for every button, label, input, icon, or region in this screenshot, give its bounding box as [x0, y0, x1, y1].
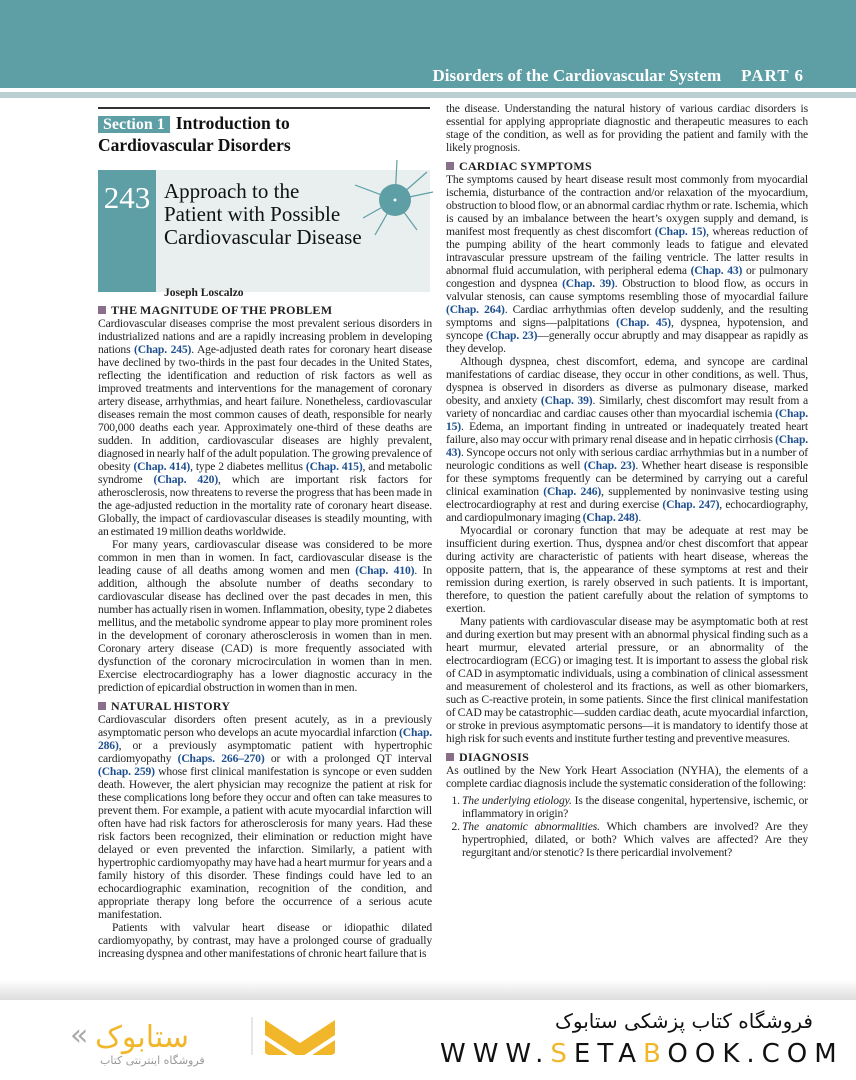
heading-text: NATURAL HISTORY [111, 699, 231, 713]
subsection-heading [98, 304, 432, 317]
running-title: Disorders of the Cardiovascular System [432, 66, 722, 85]
list-item-text: Is the disease congenital, hypertensive, ischemic, or inflammatory in origin? [462, 794, 808, 820]
text-run: As outlined by the New York Heart Association (NYHA), the elements of a complete cardiac diagnosis include the systematic consideration of the following: [446, 764, 808, 790]
setabook-logo-icon [70, 1015, 340, 1055]
text-run: , or a previously asymptomatic patient with hypertrophic cardiomyopathy [98, 739, 432, 765]
list-item-term: The anatomic abnormalities. [462, 820, 600, 833]
text-run: , which are important risk factors for atherosclerosis, now threatens to reverse the progress that has been made in the age-adjusted reduction in the mortality rate of coronary heart disease. Globally, the impact of cardiovascular diseases is steadily mounting, with an estimated 19 million deaths worldwide. [98, 473, 432, 538]
list-item-term: The underlying etiology. [462, 794, 572, 807]
chapter-title [164, 180, 362, 249]
text-run: . Age-adjusted death rates for coronary heart disease have declined by two-thirds in the past four decades in the United States, reflecting the identification and reduction of risk factors as well as improved treatments and interventions for the management of coronary artery disease, arrhythmias, and heart failure. Nonetheless, cardiovascular diseases remain the most common causes of death, responsible for nearly 700,000 deaths each year. Approximately one-third of these deaths are sudden. In addition, cardiovascular diseases are highly prevalent, diagnosed in nearly half of the adult population. The growing prevalence of obesity [98, 343, 432, 473]
text-run: Patients with valvular heart disease or idiopathic dilated cardiomyopathy, by contrast, may have a prolonged course of gradually increasing dyspnea and other manifestations of chronic heart failure that is [98, 921, 432, 960]
url-part: S [550, 1039, 574, 1069]
text-run: —generally occur abruptly and may disappear as rapidly as they develop. [446, 329, 808, 355]
heading-text: DIAGNOSIS [459, 750, 530, 764]
text-run: Although dyspnea, chest discomfort, edema, and syncope are cardinal manifestations of cardiac disease, they occur in other conditions, as well. Thus, dyspnea is observed in disorders as diverse as pulmonary disease, marked obesity, and anxiety [446, 355, 808, 407]
header-stripe [0, 92, 856, 98]
paragraph [98, 921, 432, 960]
text-run: . Whether heart disease is responsible for these symptoms frequently can be determined by carrying out a careful clinical examination [446, 459, 809, 498]
chapter-reference-link[interactable]: (Chap. 245) [134, 343, 192, 356]
text-run: . In addition, although the absolute number of deaths secondary to cardiovascular disease has declined over the past decades in men, this number has actually risen in women. Inflammation, obesity, type 2 diabetes mellitus, and the metabolic syndrome appear to play more prominent roles in the development of coronary atherosclerosis in women than in men. Coronary artery disease (CAD) is more frequently associated with dysfunction of the coronary microcirculation in women than in men. Exercise electrocardiography has a lower diagnostic accuracy in the prediction of epicardial obstruction in women than in men. [98, 564, 432, 694]
text-run: . Obstruction to blood flow, as occurs in valvular stenosis, can cause symptoms resembling those of myocardial failure [446, 277, 808, 303]
chapter-reference-link[interactable]: (Chap. 39) [540, 394, 593, 407]
text-run: or with a prolonged QT interval [264, 752, 432, 765]
store-banner [0, 1000, 856, 1080]
text-run: . Syncope occurs not only with serious cardiac arrhythmias but in a number of neurologic conditions as well [446, 446, 808, 472]
svg-text:«: « [70, 1018, 89, 1053]
chapter-reference-link[interactable]: (Chap. 43) [690, 264, 743, 277]
store-url [440, 1039, 844, 1069]
chapter-reference-link[interactable]: (Chaps. 266–270) [177, 752, 265, 765]
chapter-reference-link[interactable]: (Chap. 286) [98, 726, 432, 752]
paragraph [446, 102, 808, 154]
chapter-reference-link[interactable]: (Chap. 415) [305, 460, 363, 473]
chapter-reference-link[interactable]: (Chap. 45) [616, 316, 671, 329]
text-run: , supplemented by noninvasive testing using electrocardiography at rest and during exercise [446, 485, 809, 511]
paragraph [446, 524, 808, 615]
text-run: For many years, cardiovascular disease was considered to be more common in men than in women. In fact, cardiovascular disease is the leading cause of all deaths among women and men [98, 538, 432, 577]
text-run: , and metabolic syndrome [98, 460, 432, 486]
part-label: PART 6 [741, 66, 804, 85]
text-run: Cardiovascular disorders often present acutely, as in a previously asymptomatic person who develops an acute myocardial infarction [98, 713, 432, 739]
section-title-line2: Cardiovascular Disorders [98, 135, 291, 155]
text-run: , whereas reduction of the pumping ability of the heart commonly leads to fatigue and elevated intravascular pressure upstream of the failing ventricle. The latter results in abnormal fluid accumulation, with peripheral edema [446, 225, 808, 277]
text-run: or pulmonary congestion and dyspnea [446, 264, 808, 290]
section-rule [98, 107, 430, 109]
section-label: Section 1 [98, 116, 170, 133]
paragraph [446, 173, 808, 355]
text-run: Myocardial or coronary function that may be adequate at rest may be insufficient during exertion. Thus, dyspnea and/or chest discomfort that appear during activity are characteristic of patients with heart disease, whereas the opposite pattern, that is, the appearance of these symptoms at rest and their remission during exertion, is rarely observed in such patients. It is important, therefore, to question the patient carefully about the relation of symptoms to exertion. [446, 524, 808, 615]
text-run: The symptoms caused by heart disease result most commonly from myocardial ischemia, disturbance of the contraction and/or relaxation of the myocardium, obstruction to blood flow, or an abnormal cardiac rhythm or rate. Ischemia, which is caused by an imbalance between the heart’s oxygen supply and demand, is manifest most frequently as chest discomfort [446, 173, 808, 238]
chapter-number: 243 [98, 170, 156, 292]
chapter-reference-link[interactable]: (Chap. 23) [486, 329, 538, 342]
url-part: WWW. [440, 1039, 551, 1069]
running-header [432, 66, 804, 86]
list-item [462, 794, 808, 820]
text-run: , echocardiography, and cardiopulmonary imaging [446, 498, 808, 524]
url-part: OOK.COM [667, 1039, 844, 1069]
text-run: Many patients with cardiovascular disease may be asymptomatic both at rest and during exertion but may present with an abnormal physical finding such as a heart murmur, elevated arterial pressure, or an abnormality of the electrocardiogram (ECG) or imaging test. It is important to assess the global risk of CAD in asymptomatic individuals, using a combination of clinical assessment and measurement of cholesterol and its fractions, as well as other biomarkers, such as C-reactive protein, in some patients. Since the first clinical manifestation of CAD may be catastrophic—sudden cardiac death, acute myocardial infarction, or stroke in previous asymptomatic persons—it is mandatory to identify those at high risk for such events and institute further testing and preventive measures. [446, 615, 808, 745]
right-column [446, 102, 808, 859]
text-run: whose first clinical manifestation is syncope or even sudden death. However, the alert physician may recognize the patient at risk for these complications long before they occur and often can take measures to prevent them. For example, a patient with acute myocardial infarction will often have had risk factors for atherosclerosis for many years. Had these risk factors been recognized, their elimination or reduction might have delayed or even prevented the infarction. Similarly, a patient with hypertrophic cardiomyopathy may have had a heart murmur for years and a family history of this disorder. These findings could have led to an echocardiographic examination, recognition of the condition, and appropriate therapy long before the occurrence of a serious acute manifestation. [98, 765, 432, 921]
heading-square-icon [98, 702, 106, 710]
subsection-heading [446, 751, 808, 764]
paragraph [98, 538, 432, 694]
chapter-author: Joseph Loscalzo [164, 287, 244, 299]
chapter-reference-link[interactable]: (Chap. 43) [446, 433, 808, 459]
store-name: فروشگاه کتاب پزشکی ستابوک [555, 1009, 813, 1033]
page-fade [0, 980, 856, 1000]
chapter-reference-link[interactable]: (Chap. 15) [654, 225, 707, 238]
heading-square-icon [446, 162, 454, 170]
heading-text: THE MAGNITUDE OF THE PROBLEM [111, 303, 333, 317]
text-run: the disease. Understanding the natural history of various cardiac disorders is essential for applying appropriate diagnostic and therapeutic measures to each stage of the condition, as well as for providing the patient and family with the likely prognosis. [446, 102, 808, 154]
chapter-reference-link[interactable]: (Chap. 23) [583, 459, 636, 472]
svg-text:ستابوک: ستابوک [95, 1020, 190, 1055]
chapter-reference-link[interactable]: (Chap. 259) [98, 765, 155, 778]
section-heading [98, 113, 428, 156]
chapter-reference-link[interactable]: (Chap. 264) [446, 303, 505, 316]
diagnosis-list [446, 794, 808, 859]
section-title-line1: Introduction to [175, 113, 290, 133]
text-run: Cardiovascular diseases comprise the most prevalent serious disorders in industrialized nations and are a rapidly increasing problem in developing nations [98, 317, 432, 356]
chapter-reference-link[interactable]: (Chap. 247) [662, 498, 720, 511]
chapter-reference-link[interactable]: (Chap. 420) [153, 473, 219, 486]
text-run: , type 2 diabetes mellitus [190, 460, 306, 473]
paragraph [446, 764, 808, 790]
paragraph [98, 317, 432, 538]
paragraph [446, 615, 808, 745]
chapter-title-line: Approach to the [164, 179, 300, 203]
logo-subtitle: فروشگاه اینترنتی کتاب [100, 1054, 205, 1067]
left-column [98, 298, 432, 960]
url-part: B [643, 1039, 668, 1069]
chapter-reference-link[interactable]: (Chap. 39) [562, 277, 615, 290]
subsection-heading [98, 700, 432, 713]
chapter-title-line: Patient with Possible [164, 202, 341, 226]
chapter-reference-link[interactable]: (Chap. 248) [582, 511, 639, 524]
chapter-reference-link[interactable]: (Chap. 410) [355, 564, 415, 577]
text-run: . Cardiac arrhythmias often develop suddenly, and the resulting symptoms and signs—palpitations [446, 303, 808, 329]
paragraph [446, 355, 808, 524]
chapter-reference-link[interactable]: (Chap. 246) [543, 485, 602, 498]
heading-text: CARDIAC SYMPTOMS [459, 159, 592, 173]
list-item [462, 820, 808, 859]
paragraph [98, 713, 432, 921]
splatter-illustration-icon [355, 160, 435, 240]
chapter-reference-link[interactable]: (Chap. 15) [446, 407, 808, 433]
text-run: , dyspnea, hypotension, and syncope [446, 316, 808, 342]
chapter-reference-link[interactable]: (Chap. 414) [133, 460, 191, 473]
heading-square-icon [98, 306, 106, 314]
heading-square-icon [446, 753, 454, 761]
url-part: ETA [573, 1039, 643, 1069]
text-run: . Similarly, chest discomfort may result from a variety of noncardiac and cardiac causes other than myocardial ischemia [446, 394, 808, 420]
text-run: . Edema, an important finding in untreated or inadequately treated heart failure, also may occur with primary renal disease and in hepatic cirrhosis [446, 420, 808, 446]
text-run: . [638, 511, 642, 524]
subsection-heading [446, 160, 808, 173]
chapter-title-line: Cardiovascular Disease [164, 225, 362, 249]
list-item-text: Which chambers are involved? Are they hypertrophied, dilated, or both? Which valves are affected? Are they regurgitant and/or stenotic? Is there pericardial involvement? [462, 820, 808, 859]
